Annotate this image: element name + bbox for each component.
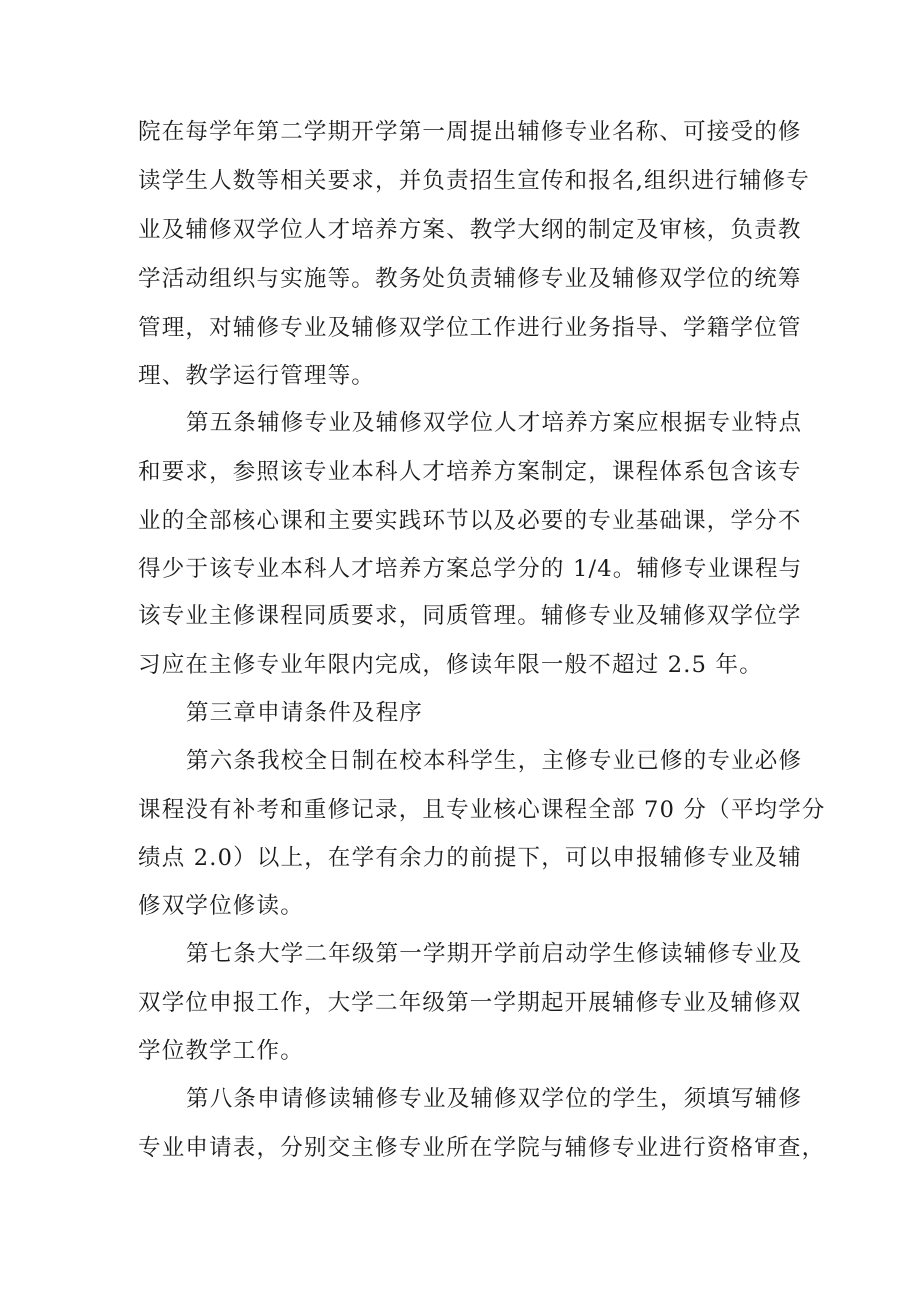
article-7-line: 第七条大学二年级第一学期开学前启动学生修读辅修专业及 [186, 941, 803, 967]
paragraph-line: 读学生人数等相关要求，并负责招生宣传和报名,组织进行辅修专 [138, 168, 810, 194]
paragraph-line: 习应在主修专业年限内完成，修读年限一般不超过 2.5 年。 [138, 652, 763, 678]
chapter-3-heading: 第三章申请条件及程序 [186, 700, 424, 726]
paragraph-line: 学活动组织与实施等。教务处负责辅修专业及辅修双学位的统筹 [138, 266, 802, 292]
paragraph-line: 业及辅修双学位人才培养方案、教学大纲的制定及审核，负责教 [138, 217, 802, 243]
paragraph-line: 学位教学工作。 [138, 1038, 304, 1064]
paragraph-line: 修双学位修读。 [138, 893, 304, 919]
article-8-line: 第八条申请修读辅修专业及辅修双学位的学生，须填写辅修 [186, 1086, 803, 1112]
paragraph-line: 和要求，参照该专业本科人才培养方案制定，课程体系包含该专 [138, 459, 802, 485]
paragraph-line: 业的全部核心课和主要实践环节以及必要的专业基础课，学分不 [138, 508, 802, 534]
paragraph-line: 双学位申报工作，大学二年级第一学期起开展辅修专业及辅修双 [138, 990, 802, 1016]
paragraph-line: 课程没有补考和重修记录，且专业核心课程全部 70 分（平均学分 [138, 797, 826, 823]
paragraph-line: 管理，对辅修专业及辅修双学位工作进行业务指导、学籍学位管 [138, 315, 802, 341]
paragraph-line: 得少于该专业本科人才培养方案总学分的 1/4。辅修专业课程与 [138, 556, 803, 582]
paragraph-line: 理、教学运行管理等。 [138, 363, 376, 389]
article-5-line: 第五条辅修专业及辅修双学位人才培养方案应根据专业特点 [186, 410, 803, 436]
paragraph-line: 绩点 2.0）以上，在学有余力的前提下，可以申报辅修专业及辅 [138, 845, 802, 871]
paragraph-line: 专业申请表，分别交主修专业所在学院与辅修专业进行资格审查， [138, 1135, 826, 1161]
paragraph-line: 该专业主修课程同质要求，同质管理。辅修专业及辅修双学位学 [138, 603, 802, 629]
paragraph-line: 院在每学年第二学期开学第一周提出辅修专业名称、可接受的修 [138, 119, 802, 145]
article-6-line: 第六条我校全日制在校本科学生，主修专业已修的专业必修 [186, 748, 803, 774]
